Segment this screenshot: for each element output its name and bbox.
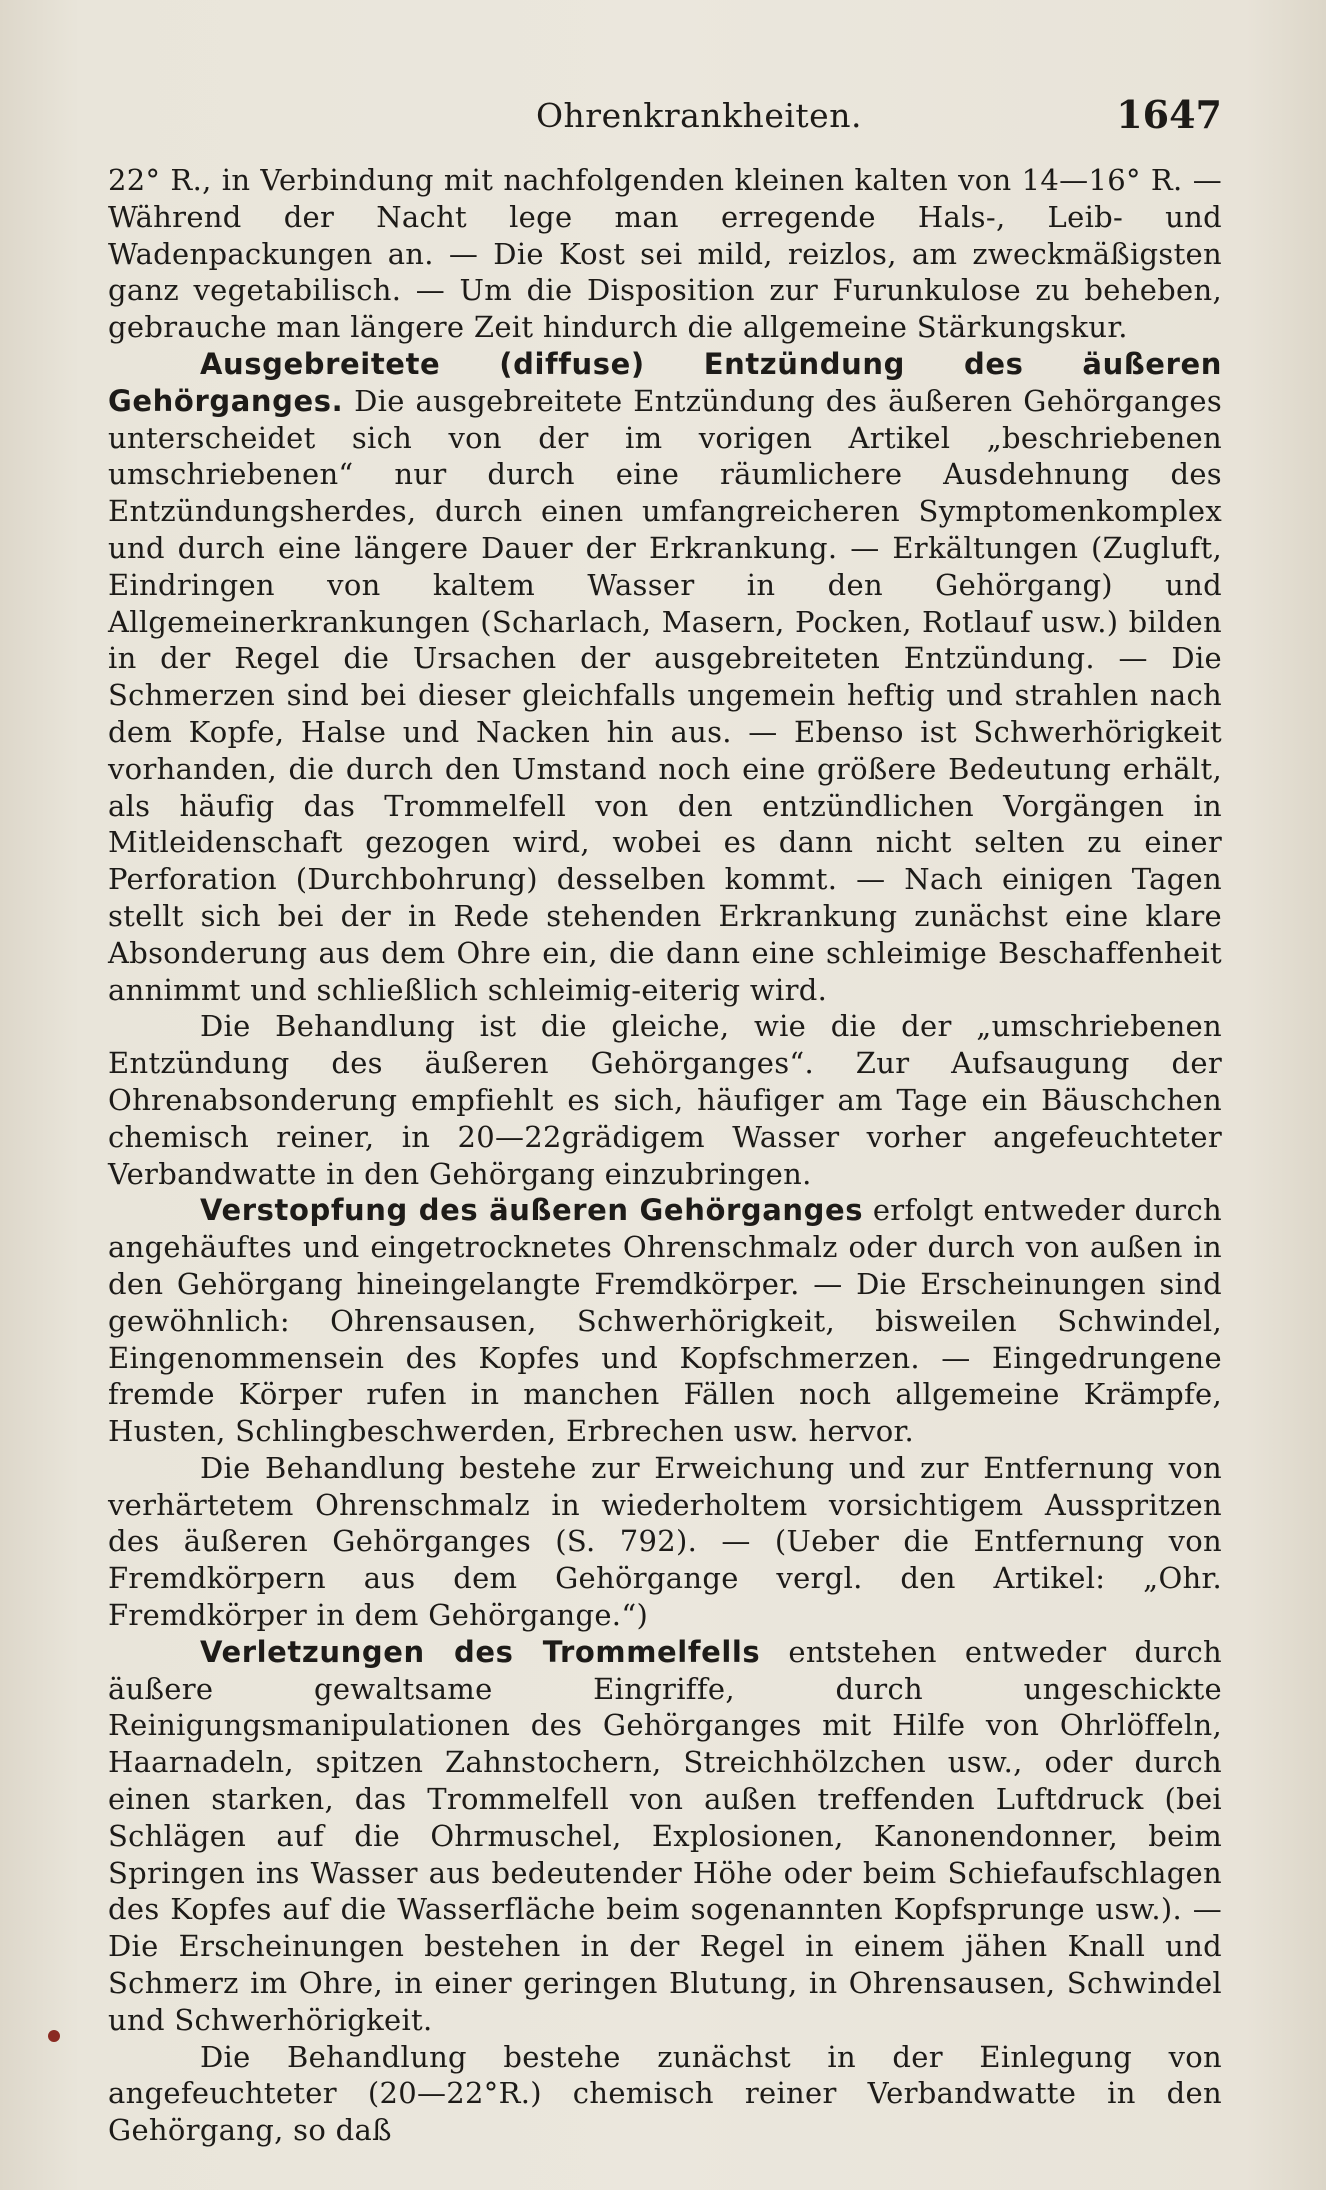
paragraph-eardrum-injuries [108, 1634, 1222, 2039]
page-header [108, 88, 1222, 148]
paragraph-treatment-blockage [108, 1450, 1222, 1634]
paragraph-blockage [108, 1192, 1222, 1450]
paragraph-text: Die ausgebreitete Entzündung des äußeren Gehörganges unterscheidet sich von der im vorigen Artikel „beschriebenen umschriebenen“ nur durch eine räumlichere Ausdehnung des Entzündungsherdes, durch einen umfangreicheren Symptomenkomplex und durch eine längere Dauer der Erkrankung. — Erkältungen (Zugluft, Eindringen von kaltem Wasser in den Gehörgang) und Allgemeinerkrankungen (Scharlach, Masern, Pocken, Rotlauf usw.) bilden in der Regel die Ursachen der ausgebreiteten Entzündung. — Die Schmerzen sind bei dieser gleichfalls ungemein heftig und strahlen nach dem Kopfe, Halse und Nacken hin aus. — Ebenso ist Schwerhörigkeit vorhanden, die durch den Umstand noch eine größere Bedeutung erhält, als häufig das Trommelfell von den entzündlichen Vorgängen in Mitleidenschaft gezogen wird, wobei es dann nicht selten zu einer Perforation (Durchbohrung) desselben kommt. — Nach einigen Tagen stellt sich bei der in Rede stehenden Erkrankung zunächst eine klare Absonderung aus dem Ohre ein, die dann eine schleimige Beschaffenheit annimmt und schließlich schleimig-eiterig wird. [108, 383, 1222, 1007]
paragraph-text: Die Behandlung bestehe zunächst in der Einlegung von angefeuchteter (20—22°R.) chemisch reiner Verbandwatte in den Gehörgang, so daß [108, 2039, 1222, 2148]
paragraph-text: entstehen entweder durch äußere gewaltsame Eingriffe, durch ungeschickte Reinigungsmanipulationen des Gehörganges mit Hilfe von Ohrlöffeln, Haarnadeln, spitzen Zahnstochern, Streichhölzchen usw., oder durch einen starken, das Trommelfell von außen treffenden Luftdruck (bei Schlägen auf die Ohrmuschel, Explosionen, Kanonendonner, beim Springen ins Wasser aus bedeutender Höhe oder beim Schiefaufschlagen des Kopfes auf die Wasserfläche beim sogenannten Kopfsprunge usw.). — Die Erscheinungen bestehen in der Regel in einem jähen Knall und Schmerz im Ohre, in einer geringen Blutung, in Ohrensausen, Schwindel und Schwerhörigkeit. [108, 1634, 1222, 2037]
paragraph-text: erfolgt entweder durch angehäuftes und eingetrocknetes Ohrenschmalz oder durch von außen in den Gehörgang hineingelangte Fremdkörper. — Die Erscheinungen sind gewöhnlich: Ohrensausen, Schwerhörigkeit, bisweilen Schwindel, Eingenommensein des Kopfes und Kopfschmerzen. — Eingedrungene fremde Körper rufen in manchen Fällen noch allgemeine Krämpfe, Husten, Schlingbeschwerden, Erbrechen usw. hervor. [108, 1193, 1222, 1449]
paragraph-continuation [108, 162, 1222, 346]
section-heading-diffuse-inflammation: Ausgebreitete (diffuse) Entzündung des äußeren Gehörganges. [108, 346, 1222, 418]
paragraph-text: 22° R., in Verbindung mit nachfolgenden kleinen kalten von 14—16° R. — Während der Nacht lege man erregende Hals-, Leib- und Wadenpackungen an. — Die Kost sei mild, reizlos, am zweckmäßigsten ganz vegetabilisch. — Um die Disposition zur Furunkulose zu beheben, gebrauche man längere Zeit hindurch die allgemeine Stärkungskur. [108, 163, 1222, 345]
section-heading-eardrum-injuries: Verletzungen des Trommelfells [200, 1634, 761, 1669]
paragraph-text: Die Behandlung ist die gleiche, wie die der „umschriebenen Entzündung des äußeren Gehörganges“. Zur Aufsaugung der Ohrenabsonderung empfiehlt es sich, häufiger am Tage ein Bäuschchen chemisch reiner, in 20—22grädigem Wasser vorher angefeuchteter Verbandwatte in den Gehörgang einzubringen. [108, 1009, 1222, 1191]
section-heading-blockage: Verstopfung des äußeren Gehörganges [200, 1193, 864, 1228]
ink-dot-mark [48, 2030, 60, 2042]
paragraph-treatment-eardrum [108, 2039, 1222, 2149]
paragraph-treatment-diffuse [108, 1008, 1222, 1192]
paragraph-diffuse-inflammation [108, 346, 1222, 1008]
page-number: 1647 [1116, 92, 1222, 137]
running-head: Ohrenkrankheiten. [536, 96, 862, 135]
paragraph-text: Die Behandlung bestehe zur Erweichung und zur Entfernung von verhärtetem Ohrenschmalz in wiederholtem vorsichtigem Ausspritzen des äußeren Gehörganges (S. 792). — (Ueber die Entfernung von Fremdkörpern aus dem Gehörgange vergl. den Artikel: „Ohr. Fremdkörper in dem Gehörgange.“) [108, 1450, 1222, 1633]
